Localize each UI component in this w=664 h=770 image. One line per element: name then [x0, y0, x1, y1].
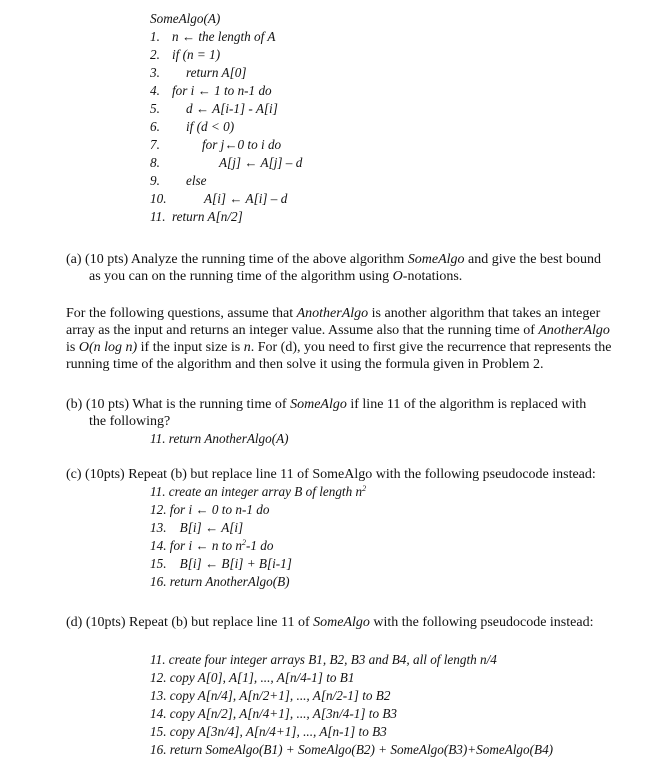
part-c-code-line: 16. return AnotherAlgo(B)	[150, 574, 290, 589]
algo-line-num: 7.	[150, 137, 160, 152]
part-a-line-1: (a) (10 pts) Analyze the running time of the above algorithm SomeAlgo and give the best bound	[66, 252, 601, 267]
part-b-line-1: (b) (10 pts) What is the running time of SomeAlgo if line 11 of the algorithm is replaced with	[66, 397, 587, 412]
part-d-code-line: 14. copy A[n/2], A[n/4+1], ..., A[3n/4-1] to B3	[150, 706, 398, 721]
part-d-code-line: 13. copy A[n/4], A[n/2+1], ..., A[n/2-1] to B2	[150, 688, 391, 703]
algo-line-num: 1.	[150, 29, 160, 44]
algo-line-num: 10.	[150, 191, 167, 206]
algo-line-num: 9.	[150, 173, 160, 188]
part-d-code-line: 12. copy A[0], A[1], ..., A[n/4-1] to B1	[150, 670, 355, 685]
algo-line-text: return A[n/2]	[172, 209, 243, 224]
algo-line-num: 2.	[150, 47, 160, 62]
part-c-heading: (c) (10pts) Repeat (b) but replace line 11 of SomeAlgo with the following pseudocode instead:	[66, 467, 596, 482]
algo-title: SomeAlgo(A)	[150, 11, 221, 26]
algo-line-num: 5.	[150, 101, 160, 116]
algo-line-num: 11.	[150, 209, 166, 224]
algo-line-text: d ← A[i-1] - A[i]	[186, 101, 278, 116]
algo-line-text: A[j] ← A[j] – d	[219, 155, 303, 170]
intro-line-4: running time of the algorithm and then solve it using the formula given in Problem 2.	[66, 357, 544, 372]
algo-line-text: if (n = 1)	[172, 47, 221, 62]
part-b-line-2: the following?	[89, 414, 171, 429]
algo-line-text: for j←0 to i do	[202, 137, 282, 152]
algo-line-text: if (d < 0)	[186, 119, 235, 134]
part-c-code-line: 15. B[i] ← B[i] + B[i-1]	[150, 556, 292, 571]
algo-line-text: n ← the length of A	[172, 29, 276, 44]
algo-line-text: else	[186, 173, 207, 188]
algo-line-text: for i ← 1 to n-1 do	[172, 83, 272, 98]
part-d-heading: (d) (10pts) Repeat (b) but replace line 11 of SomeAlgo with the following pseudocode instead:	[66, 615, 594, 630]
part-c-code-line: 14. for i ← n to $n^2-1$ do	[150, 538, 274, 553]
algo-line-num: 4.	[150, 83, 160, 98]
algo-line-text: return A[0]	[186, 65, 247, 80]
part-d-code-line: 16. return SomeAlgo(B1) + SomeAlgo(B2) + SomeAlgo(B3)+SomeAlgo(B4)	[150, 742, 554, 757]
algo-line-text: A[i] ← A[i] – d	[204, 191, 288, 206]
algo-line-num: 6.	[150, 119, 160, 134]
part-d-code-line: 11. create four integer arrays B1, B2, B3 and B4, all of length n/4	[150, 652, 497, 667]
part-b-code: 11. return AnotherAlgo(A)	[150, 431, 289, 446]
part-c-code-line: 13. B[i] ← A[i]	[150, 520, 244, 535]
part-c-code-line: 11. create an integer array B of length $n^2$	[150, 484, 367, 499]
algo-line-num: 3.	[150, 65, 160, 80]
part-a-line-2: as you can on the running time of the algorithm using O-notations.	[89, 269, 463, 284]
intro-line-3: is O(n log n) if the input size is n. For (d), you need to first give the recurrence that represents the	[66, 340, 612, 355]
intro-line-1: For the following questions, assume that AnotherAlgo is another algorithm that takes an integer	[66, 306, 601, 321]
part-c-code-line: 12. for i ← 0 to n-1 do	[150, 502, 270, 517]
algo-line-num: 8.	[150, 155, 160, 170]
part-d-code-line: 15. copy A[3n/4], A[n/4+1], ..., A[n-1] to B3	[150, 724, 387, 739]
intro-line-2: array as the input and returns an integer value. Assume also that the running time of AnotherAlgo	[66, 323, 610, 338]
